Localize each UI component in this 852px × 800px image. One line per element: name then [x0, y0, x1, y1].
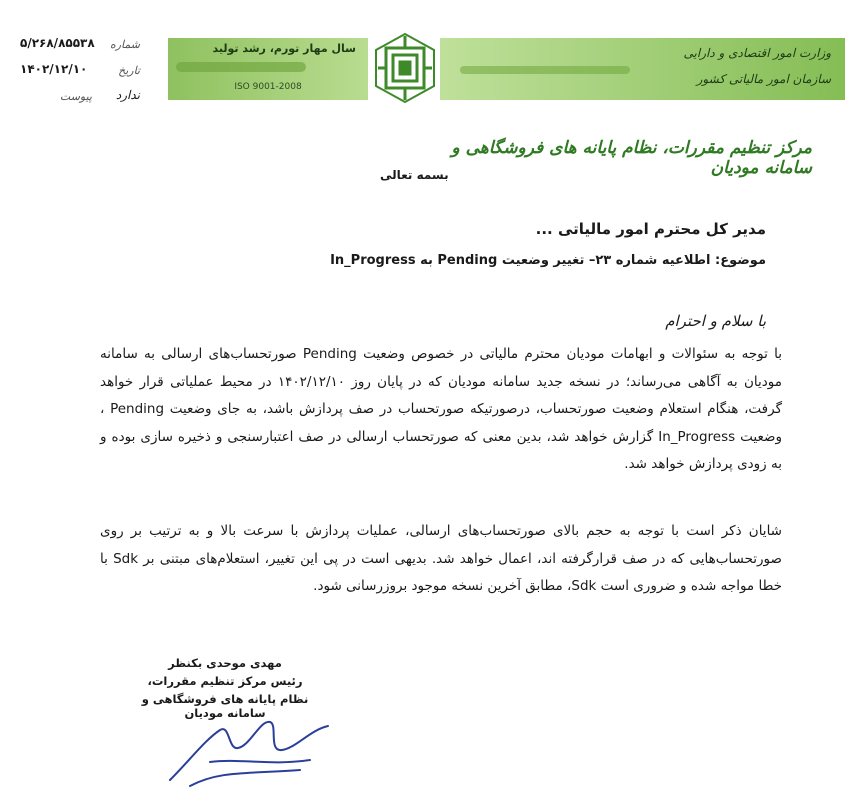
signatory-department: نظام پایانه های فروشگاهی و سامانه مودیان [141, 692, 309, 720]
banner-stripe [176, 62, 306, 72]
banner-left [168, 38, 368, 100]
letter-date-value: ۱۴۰۲/۱۲/۱۰ [20, 62, 88, 76]
subject-line: موضوع: اطلاعیه شماره ۲۳– تغییر وضعیت Pending به In_Progress [330, 253, 766, 268]
banner-right [440, 38, 845, 100]
letter-date-label: تاریخ [118, 64, 140, 77]
attachment-label: پیوست [59, 90, 92, 103]
year-slogan: سال مهار تورم، رشد تولید [212, 42, 356, 55]
addressee: مدیر کل محترم امور مالیاتی ... [535, 220, 766, 238]
iso-label: ISO 9001-2008 [234, 82, 302, 92]
basmala: بسمه تعالی [380, 168, 449, 182]
center-name: مرکز تنظیم مقررات، نظام پایانه های فروشگاهی و سامانه مودیان [451, 138, 812, 178]
organization-name: سازمان امور مالیاتی کشور [696, 72, 831, 86]
letter-date [20, 62, 140, 82]
signatory-name: مهدی موحدی بکنظر [168, 656, 282, 670]
greeting: با سلام و احترام [665, 312, 766, 330]
handwritten-signature [150, 700, 350, 790]
letter-number [20, 36, 140, 56]
ministry-name: وزارت امور اقتصادی و دارایی [683, 46, 831, 60]
body-paragraph: با توجه به سئوالات و ابهامات مودیان محترم مالیاتی در خصوص وضعیت Pending صورتحساب‌های ارسالی به سامانه مودیان به آگاهی می‌رساند؛ در نسخه جدید سامانه مودیان که در پایان روز ۱۴۰۲/۱۲/۱۰ در محیط عملیاتی قرار خواهد گرفت، هنگام استعلام وضعیت صورتحساب، درصورتیکه صورتحساب در صف پردازش باشد، به جای وضعیت Pending ، وضعیت In_Progress گزارش خواهد شد، بدین معنی که صورتحساب ارسالی در صف اعتبارسنجی و ذخیره سازی بوده و به زودی پردازش خواهد شد. [100, 346, 783, 472]
letter-number-value: ۵/۲۶۸/۸۵۵۳۸ [20, 36, 95, 50]
signatory-title: رئیس مرکز تنظیم مقررات، [147, 674, 303, 688]
letter-number-label: شماره [109, 38, 140, 51]
attachment-value: ندارد [115, 88, 140, 102]
letter-attachment [20, 88, 140, 108]
banner-stripe [460, 66, 630, 74]
body-paragraph: شایان ذکر است با توجه به حجم بالای صورتحساب‌های ارسالی، عملیات پردازش با سرعت بالا و به ترتیب بر روی صورتحساب‌هایی که در صف قرارگرفته اند، اعمال خواهد شد. بدیهی است در پی این تغییر، استعلام‌های مبتنی بر Sdk با خطا مواجه شده و ضروری است Sdk، مطابق آخرین نسخه موجود بروزرسانی شود. [100, 523, 782, 594]
tax-organization-logo-icon [372, 32, 438, 104]
